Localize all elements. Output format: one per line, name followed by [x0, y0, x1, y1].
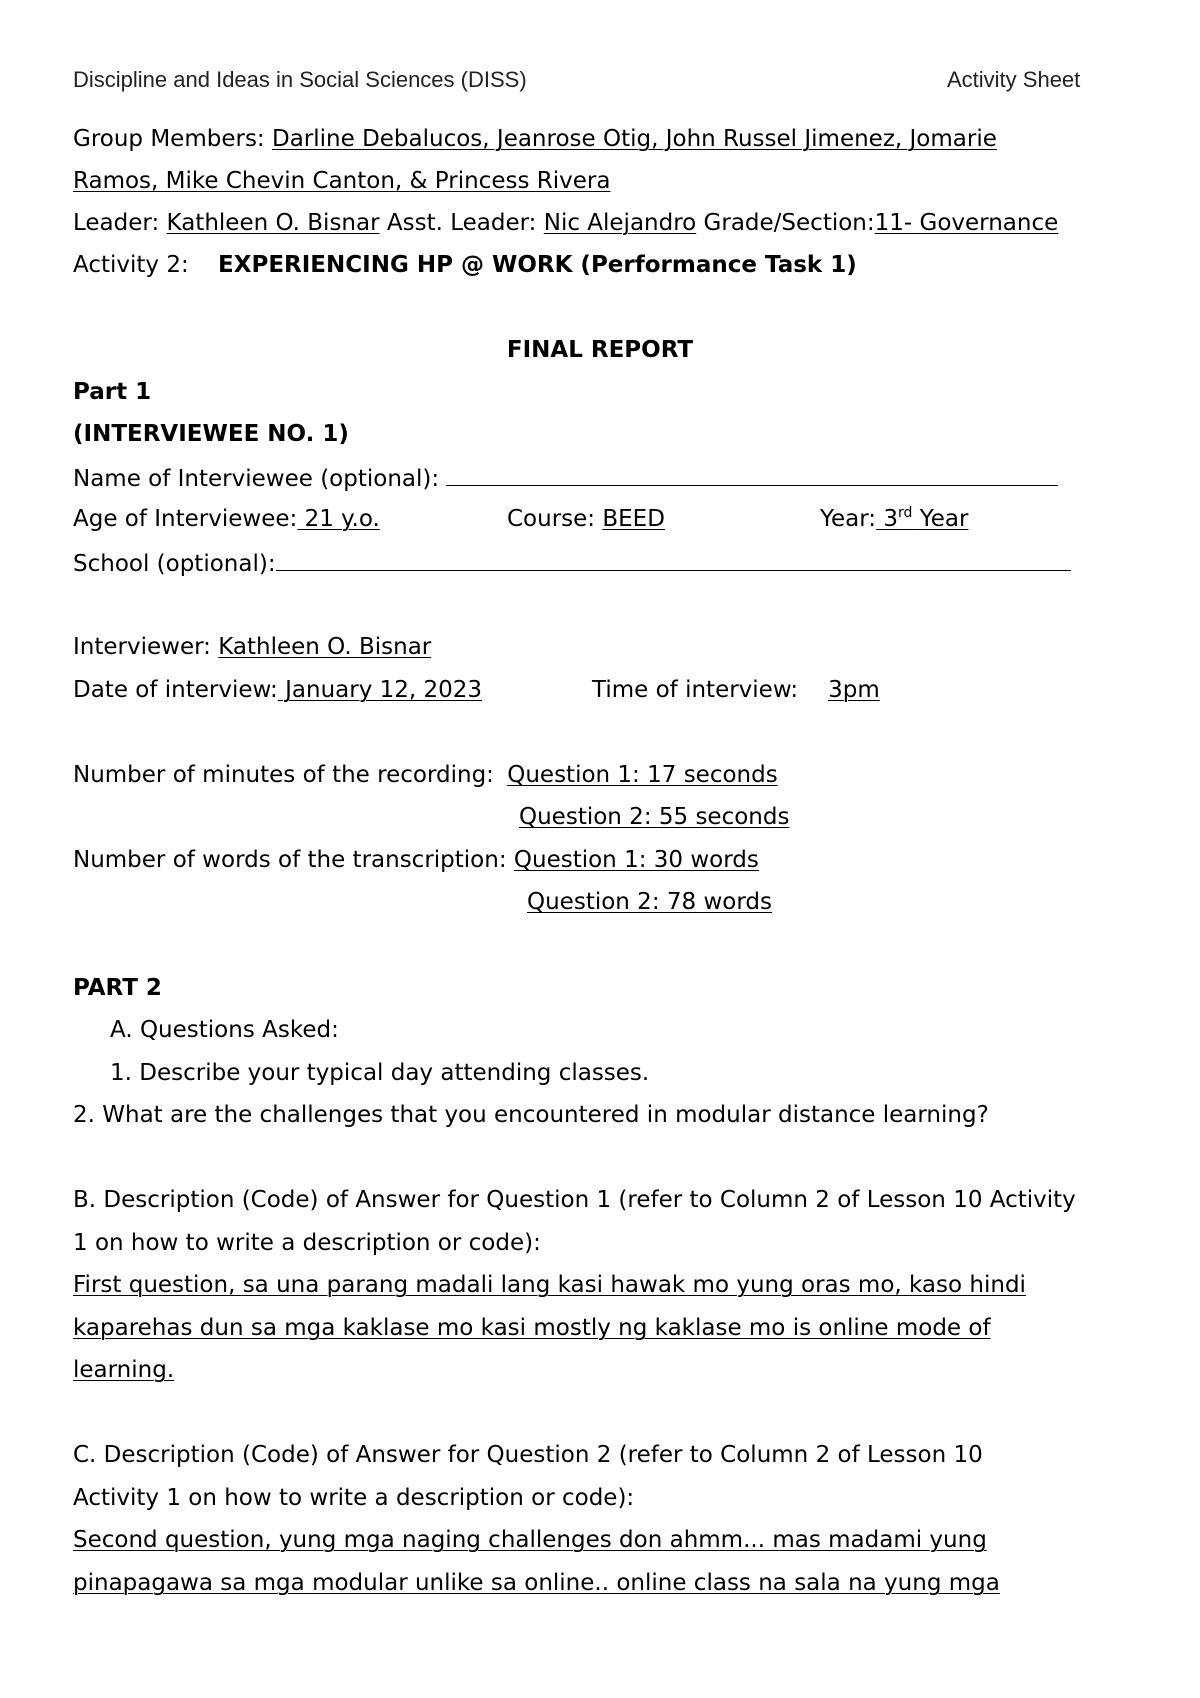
b-answer-text-3: learning. [73, 1357, 175, 1383]
minutes-q1: Question 1: 17 seconds [507, 762, 778, 788]
leader-name: Kathleen O. Bisnar [166, 210, 380, 236]
c-answer-line-1 [73, 1526, 987, 1554]
members-label: Group Members: [73, 126, 272, 152]
b-answer-text-2: kaparehas dun sa mga kaklase mo kasi mostly ng kaklase mo is online mode of [73, 1315, 991, 1341]
c-heading-line-1: C. Description (Code) of Answer for Question 2 (refer to Column 2 of Lesson 10 [73, 1442, 983, 1468]
school-line [73, 548, 1071, 578]
grade-section-value: 11- Governance [874, 210, 1059, 236]
date-label: Date of interview: [73, 677, 278, 703]
asst-leader-label: Asst. Leader: [379, 210, 544, 236]
b-heading-line-1: B. Description (Code) of Answer for Question 1 (refer to Column 2 of Lesson 10 Activity [73, 1187, 1076, 1213]
part1-heading: Part 1 [73, 379, 152, 405]
date-value: January 12, 2023 [277, 677, 483, 703]
interviewee-name-blank [446, 463, 1058, 486]
activity-title: EXPERIENCING HP @ WORK (Performance Task 1) [218, 252, 857, 278]
time-label: Time of interview: [592, 677, 799, 703]
c-heading-line-2: Activity 1 on how to write a description or code): [73, 1485, 635, 1511]
c-answer-line-2 [73, 1569, 1000, 1597]
words-q2: Question 2: 78 words [527, 889, 772, 915]
question-1: 1. Describe your typical day attending classes. [110, 1060, 650, 1086]
activity-label: Activity 2: [73, 252, 189, 278]
minutes-line [73, 761, 778, 789]
year-ordinal: rd [898, 505, 913, 521]
year-line [820, 505, 968, 533]
members-names-1: Darline Debalucos, Jeanrose Otig, John Russel Jimenez, Jomarie [271, 126, 997, 152]
interviewer-line [73, 633, 431, 661]
b-heading-line-2: 1 on how to write a description or code): [73, 1230, 541, 1256]
part1-subheading: (INTERVIEWEE NO. 1) [73, 421, 349, 447]
year-number: 3 [876, 506, 898, 532]
b-answer-text-1: First question, sa una parang madali lang kasi hawak mo yung oras mo, kaso hindi [73, 1272, 1026, 1298]
age-label: Age of Interviewee: [73, 506, 298, 532]
asst-leader-name: Nic Alejandro [543, 210, 697, 236]
minutes-q2-line [519, 803, 789, 831]
words-q2-line [527, 888, 772, 916]
course-line [507, 505, 665, 533]
time-value: 3pm [828, 677, 880, 703]
interviewee-name-line [73, 463, 1058, 493]
activity-line [73, 251, 857, 279]
course-value: BEED [602, 506, 665, 532]
time-line [592, 676, 880, 704]
age-value: 21 y.o. [297, 506, 380, 532]
interviewer-label: Interviewer: [73, 634, 219, 660]
words-line [73, 846, 759, 874]
year-word: Year [912, 506, 969, 532]
members-names-2: Ramos, Mike Chevin Canton, & Princess Rivera [73, 168, 611, 194]
age-label-line [73, 505, 380, 533]
date-line [73, 676, 482, 704]
c-answer-text-2: pinapagawa sa mga modular unlike sa online.. online class na sala na yung mga [73, 1570, 1000, 1596]
words-label: Number of words of the transcription: [73, 847, 514, 873]
b-answer-line-3 [73, 1356, 174, 1384]
b-answer-line-1 [73, 1271, 1026, 1299]
c-answer-text-1: Second question, yung mga naging challenges don ahmm... mas madami yung [73, 1527, 987, 1553]
course-label: Course: [507, 506, 603, 532]
group-members-line-2 [73, 167, 610, 195]
interviewer-name: Kathleen O. Bisnar [218, 634, 432, 660]
part2-heading: PART 2 [73, 975, 162, 1001]
questions-heading: A. Questions Asked: [110, 1017, 339, 1043]
course-title: Discipline and Ideas in Social Sciences (DISS) [73, 67, 527, 92]
school-label: School (optional): [73, 551, 276, 577]
minutes-label: Number of minutes of the recording: [73, 762, 502, 788]
school-blank [276, 548, 1071, 571]
group-members-line-1 [73, 125, 997, 153]
sheet-label: Activity Sheet [947, 67, 1081, 92]
minutes-q2: Question 2: 55 seconds [519, 804, 790, 830]
b-answer-line-2 [73, 1314, 991, 1342]
interviewee-name-label: Name of Interviewee (optional): [73, 466, 447, 492]
question-2: 2. What are the challenges that you encountered in modular distance learning? [73, 1102, 989, 1128]
year-label: Year: [820, 506, 877, 532]
leader-line [73, 209, 1058, 237]
report-title: FINAL REPORT [506, 337, 694, 363]
leader-label: Leader: [73, 210, 167, 236]
words-q1: Question 1: 30 words [513, 847, 759, 873]
grade-section-label: Grade/Section: [696, 210, 875, 236]
year-value [876, 506, 968, 532]
